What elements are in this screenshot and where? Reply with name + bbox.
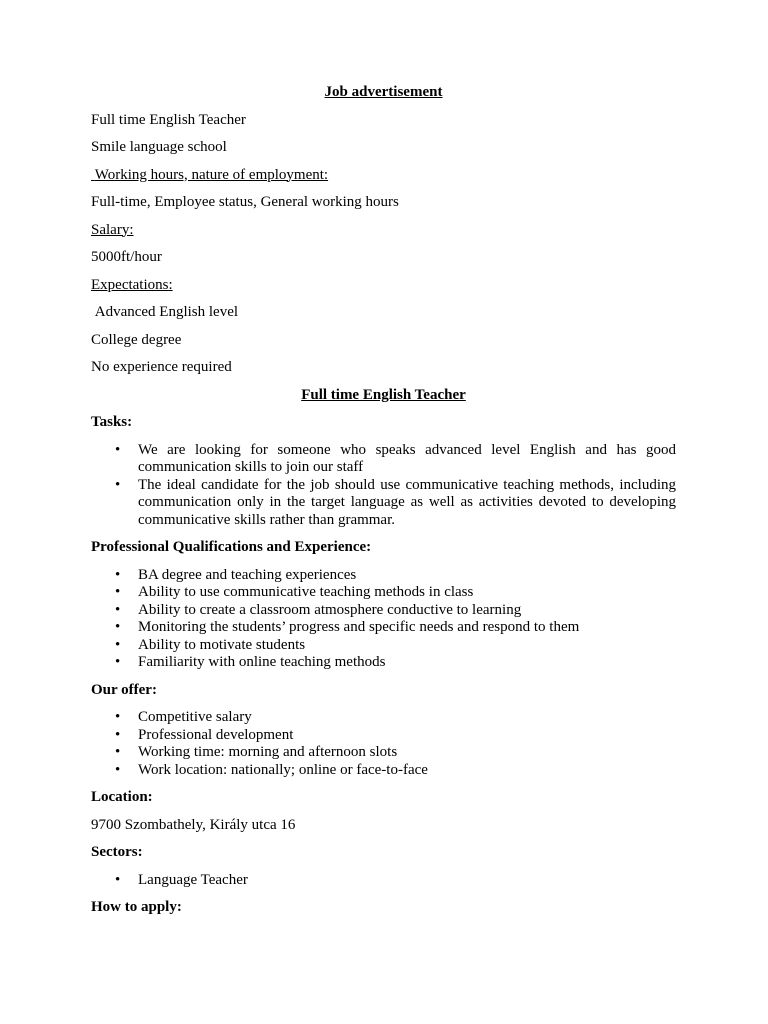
job-title: Full time English Teacher [91, 111, 246, 128]
list-item [91, 709, 676, 727]
bullet-icon: • [115, 566, 121, 583]
list-item-text: Working time: morning and afternoon slots [138, 744, 398, 760]
school-name: Smile language school [91, 139, 227, 155]
list-item [91, 744, 676, 762]
salary-value: 5000ft/hour [91, 249, 162, 265]
location-heading: Location: [91, 789, 153, 805]
expectations-label: Expectations: [91, 276, 173, 293]
salary-label: Salary: [91, 221, 134, 238]
bullet-icon: • [115, 744, 121, 760]
list-item-text: The ideal candidate for the job should use communicative teaching methods, including communication only in the target language as well as activities devoted to developing communicative skills rather than grammar. [138, 476, 676, 528]
bullet-icon: • [115, 636, 121, 653]
list-item [91, 477, 676, 530]
section-title: Full time English Teacher [301, 386, 466, 403]
list-item-text: Language Teacher [138, 871, 248, 888]
list-item [91, 619, 676, 637]
sectors-heading: Sectors: [91, 844, 143, 860]
bullet-icon: • [115, 476, 121, 493]
list-item [91, 567, 676, 585]
qualifications-list [91, 567, 676, 672]
list-item-text: We are looking for someone who speaks advanced level English and has good communication skills to join our staff [138, 441, 676, 475]
document-title: Job advertisement [324, 84, 443, 100]
list-item [91, 727, 676, 745]
list-item [91, 872, 676, 890]
list-item [91, 584, 676, 602]
list-item [91, 637, 676, 655]
list-item-text: Familiarity with online teaching methods [138, 654, 386, 670]
bullet-icon: • [115, 709, 121, 725]
tasks-list [91, 442, 676, 530]
list-item-text: BA degree and teaching experiences [138, 566, 357, 583]
sectors-list [91, 872, 676, 890]
bullet-icon: • [115, 441, 121, 458]
working-hours-value: Full-time, Employee status, General working hours [91, 194, 399, 210]
expectation-item: Advanced English level [91, 304, 239, 320]
offer-list [91, 709, 676, 779]
how-to-apply-heading: How to apply: [91, 899, 182, 915]
bullet-icon: • [115, 619, 121, 635]
list-item-text: Professional development [138, 726, 294, 743]
list-item-text: Ability to motivate students [138, 636, 306, 653]
bullet-icon: • [115, 871, 121, 888]
list-item [91, 762, 676, 780]
list-item [91, 602, 676, 620]
bullet-icon: • [115, 584, 121, 600]
expectation-item: No experience required [91, 359, 232, 375]
list-item [91, 442, 676, 477]
offer-heading: Our offer: [91, 681, 157, 698]
list-item-text: Ability to create a classroom atmosphere conductive to learning [138, 601, 522, 618]
bullet-icon: • [115, 761, 121, 778]
tasks-heading: Tasks: [91, 414, 133, 430]
list-item-text: Monitoring the students’ progress and specific needs and respond to them [138, 619, 580, 635]
list-item-text: Work location: nationally; online or face-to-face [138, 761, 428, 778]
list-item-text: Competitive salary [138, 709, 252, 725]
list-item-text: Ability to use communicative teaching methods in class [138, 584, 474, 600]
document-page [91, 84, 676, 927]
location-value: 9700 Szombathely, Király utca 16 [91, 816, 296, 833]
bullet-icon: • [115, 654, 121, 670]
qualifications-heading: Professional Qualifications and Experience: [91, 539, 372, 555]
list-item [91, 654, 676, 672]
working-hours-label: Working hours, nature of employment: [91, 166, 329, 183]
expectation-item: College degree [91, 331, 182, 348]
bullet-icon: • [115, 726, 121, 743]
bullet-icon: • [115, 601, 121, 618]
